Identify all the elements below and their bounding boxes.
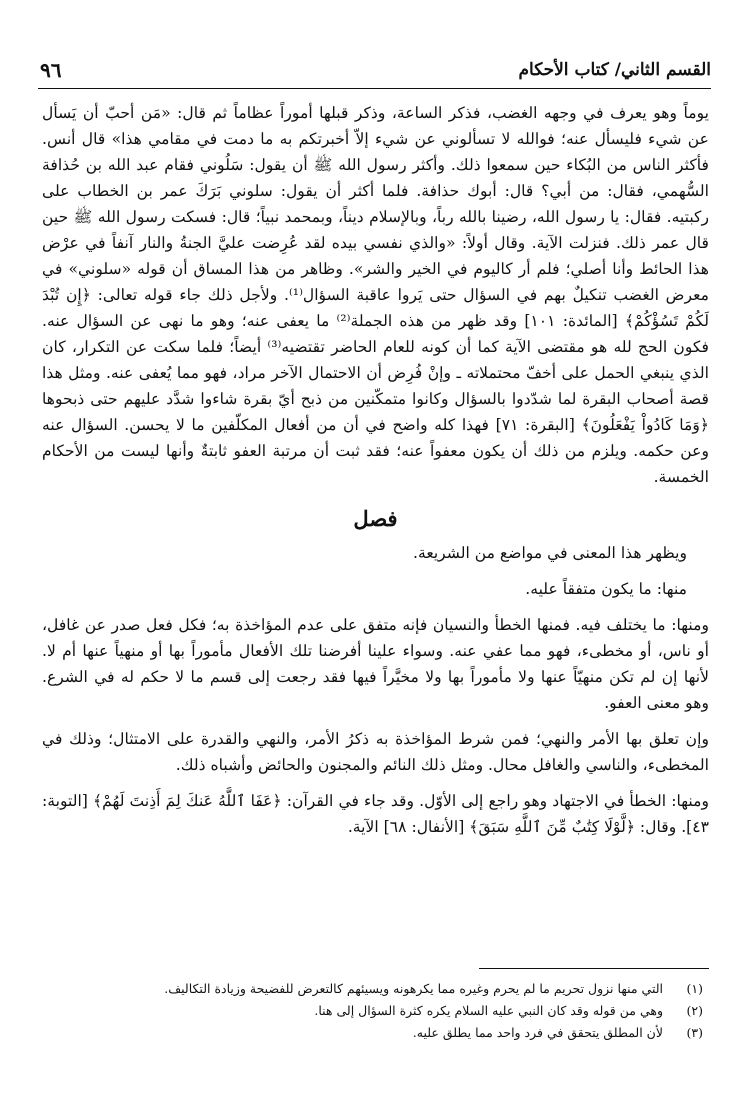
footnote-item bbox=[60, 1022, 703, 1044]
paragraph: منها: ما يكون متفقاً عليه. bbox=[525, 580, 687, 598]
footnote-number: (٣) bbox=[686, 1025, 703, 1040]
footnote-number: (٢) bbox=[686, 1003, 703, 1018]
page-number: ٩٦ bbox=[40, 58, 62, 82]
footnote-number: (١) bbox=[686, 981, 703, 996]
page-header bbox=[38, 58, 711, 89]
paragraph-intro: يوماً وهو يعرف في وجهه الغضب، فذكر الساعة، وذكر قبلها أموراً عظاماً ثم قال: «مَن أحبّ أن يَسأل عن شيء فليسأل عنه؛ فوالله لا تسألوني عن شيء إلاّ أخبرتكم به ما دمت في مقامي هذا» قال أنس. فأكثر الناس من البُكاء حين سمعوا ذلك. وأكثر رسول الله ﷺ أن يقول: سَلُوني فقام عبد الله بن حُذافة السُّهمي، فقال: من أبي؟ قال: أبوك حذافة. فلما أكثر أن يقول: سلوني بَرَكَ عمر بن الخطاب على ركبتيه. فقال: يا رسول الله، رضينا بالله رباً، وبالإسلام ديناً، وبمحمد نبياً؛ قال: فسكت رسول الله ﷺ حين قال عمر ذلك. فنزلت الآية. وقال أولاً: «والذي نفسي بيده لقد عُرِضت عليَّ الجنةُ والنار آنفاً في عرْض هذا الحائط وأنا أصلي؛ فلم أر كاليوم في الخير والشر». وظاهر من هذا المساق أن قوله «سلوني» في معرض الغضب تنكيلٌ بهم في السؤال حتى يَروا عاقبة السؤال⁽¹⁾. ولأجل ذلك جاء قوله تعالى: ﴿إِن تُبْدَ لَكُمْ تَسُؤْكُمْ﴾ [المائدة: ١٠١] وقد ظهر من هذه الجملة⁽²⁾ ما يعفى عنه؛ وهو ما نهى عن السؤال عنه. فكون الحج لله هو مقتضى الآية كما أن كونه للعام الحاضر تقتضيه⁽³⁾ أيضاً؛ فلما سكت عن التكرار، كان الذي ينبغي الحمل على أخفّ محتملاته ـ وإنْ فُرِض أن الاحتمال الآخر مراد، فهو مما يُعفى عنه. ومثل هذا قصة أصحاب البقرة لما شدّدوا بالسؤال وكانوا متمكّنين من ذبح أيّ بقرة شاءوا شدَّد عليهم حتى ذبحوها ﴿وَمَا كَادُواْ يَفْعَلُونَ﴾ [البقرة: ٧١] فهذا كله واضح في أن من أفعال المكلّفين ما لا يحسن. السؤال عنه وعن حكمه. ويلزم من ذلك أن يكون معفواً عنه؛ فقد ثبت أن مرتبة العفو ثابتةٌ وأنها ليست من الأحكام الخمسة. bbox=[42, 104, 710, 486]
footnote-text: التي منها نزول تحريم ما لم يحرم وغيره مما يكرهونه ويسيئهم كالتعرض للفضيحة وزيادة التكاليف. bbox=[164, 981, 663, 996]
paragraph: ويظهر هذا المعنى في مواضع من الشريعة. bbox=[413, 544, 687, 562]
footnote-item bbox=[60, 1000, 703, 1022]
footnotes bbox=[60, 978, 703, 1044]
paragraph: ومنها: الخطأ في الاجتهاد وهو راجع إلى الأوّل. وقد جاء في القرآن: ﴿عَفَا ٱللَّهُ عَنكَ لِمَ أَذِنتَ لَهُمْ﴾ [التوبة: ٤٣]. وقال: ﴿لَّوْلَا كِتَٰبٌ مِّنَ ٱللَّهِ سَبَقَ﴾ [الأنفال: ٦٨] الآية. bbox=[42, 792, 709, 836]
paragraph: ومنها: ما يختلف فيه. فمنها الخطأ والنسيان فإنه متفق على عدم المؤاخذة به؛ فكل فعل صدر عن غافل، أو ناس، أو مخطىء، فهو مما عفي عنه. وسواء علينا أفرضنا تلك الأفعال مأموراً بها أو منهياً عنها أم لا. لأنها إن لم تكن منهيّاً عنها ولا مأموراً بها ولا مخيَّراً فيها فقد رجعت إلى قسم ما لا حكم له في الشرع. وهو معنى العفو. bbox=[42, 616, 709, 712]
footnote-text: وهي من قوله وقد كان النبي عليه السلام يكره كثرة السؤال إلى هنا. bbox=[314, 1003, 663, 1018]
footnotes-divider bbox=[479, 968, 709, 969]
paragraph: وإن تعلق بها الأمر والنهي؛ فمن شرط المؤاخذة به ذكرُ الأمر، والنهي والقدرة على الامتثال؛ وذلك في المخطىء، والناسي والغافل محال. ومثل ذلك النائم والمجنون والحائض وأشباه ذلك. bbox=[42, 730, 709, 774]
footnote-text: لأن المطلق يتحقق في فرد واحد مما يطلق عليه. bbox=[412, 1025, 663, 1040]
running-title: القسم الثاني/ كتاب الأحكام bbox=[518, 60, 711, 80]
main-text bbox=[42, 100, 709, 850]
section-heading: فصل bbox=[353, 506, 398, 531]
footnote-item bbox=[60, 978, 703, 1000]
